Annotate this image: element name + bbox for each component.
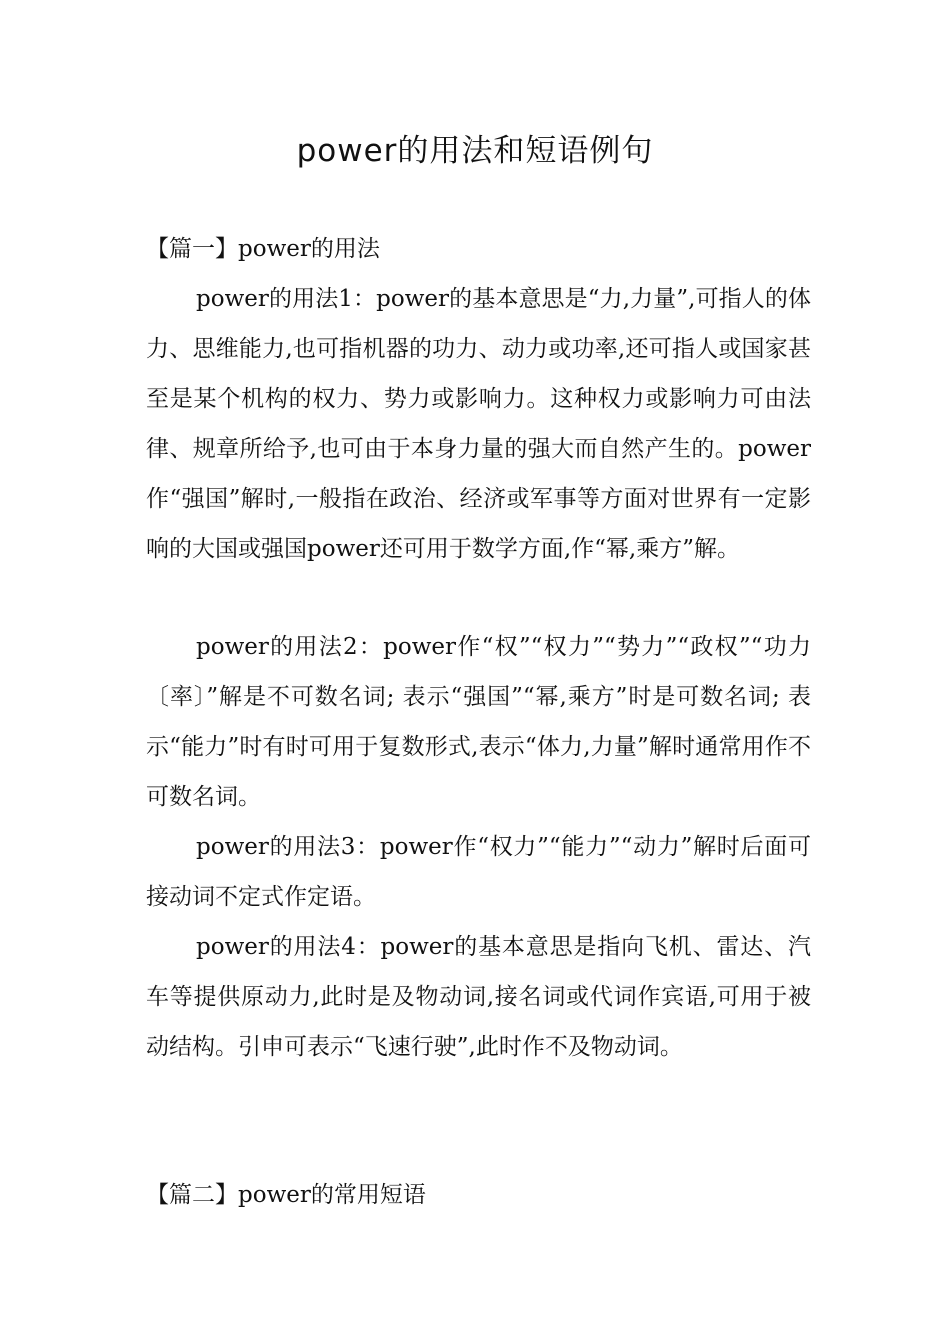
document-title: power的用法和短语例句 — [296, 133, 654, 169]
paragraph-usage-2: power的用法2：power作“权”“权力”“势力”“政权”“功力〔率〕”解是不可数名词; 表示“强国”“幂,乘方”时是可数名词; 表示“能力”时有时可用于复数形式,表示“体力,力量”解时通常用作不可数名词。 — [146, 634, 811, 810]
paragraph-usage-4: power的用法4：power的基本意思是指向飞机、雷达、汽车等提供原动力,此时是及物动词,接名词或代词作宾语,可用于被动结构。引申可表示“飞速行驶”,此时作不及物动词。 — [146, 934, 811, 1060]
section-heading-phrases: 【篇二】power的常用短语 — [146, 1182, 426, 1208]
paragraph-usage-3: power的用法3：power作“权力”“能力”“动力”解时后面可接动词不定式作定语。 — [146, 834, 811, 910]
paragraph-usage-1: power的用法1：power的基本意思是“力,力量”,可指人的体力、思维能力,也可指机器的功力、动力或功率,还可指人或国家甚至是某个机构的权力、势力或影响力。这种权力或影响力可由法律、规章所给予,也可由于本身力量的强大而自然产生的。power作“强国”解时,一般指在政治、经济或军事等方面对世界有一定影响的大国或强国power还可用于数学方面,作“幂,乘方”解。 — [146, 286, 811, 562]
section-heading-usage: 【篇一】power的用法 — [146, 236, 380, 262]
